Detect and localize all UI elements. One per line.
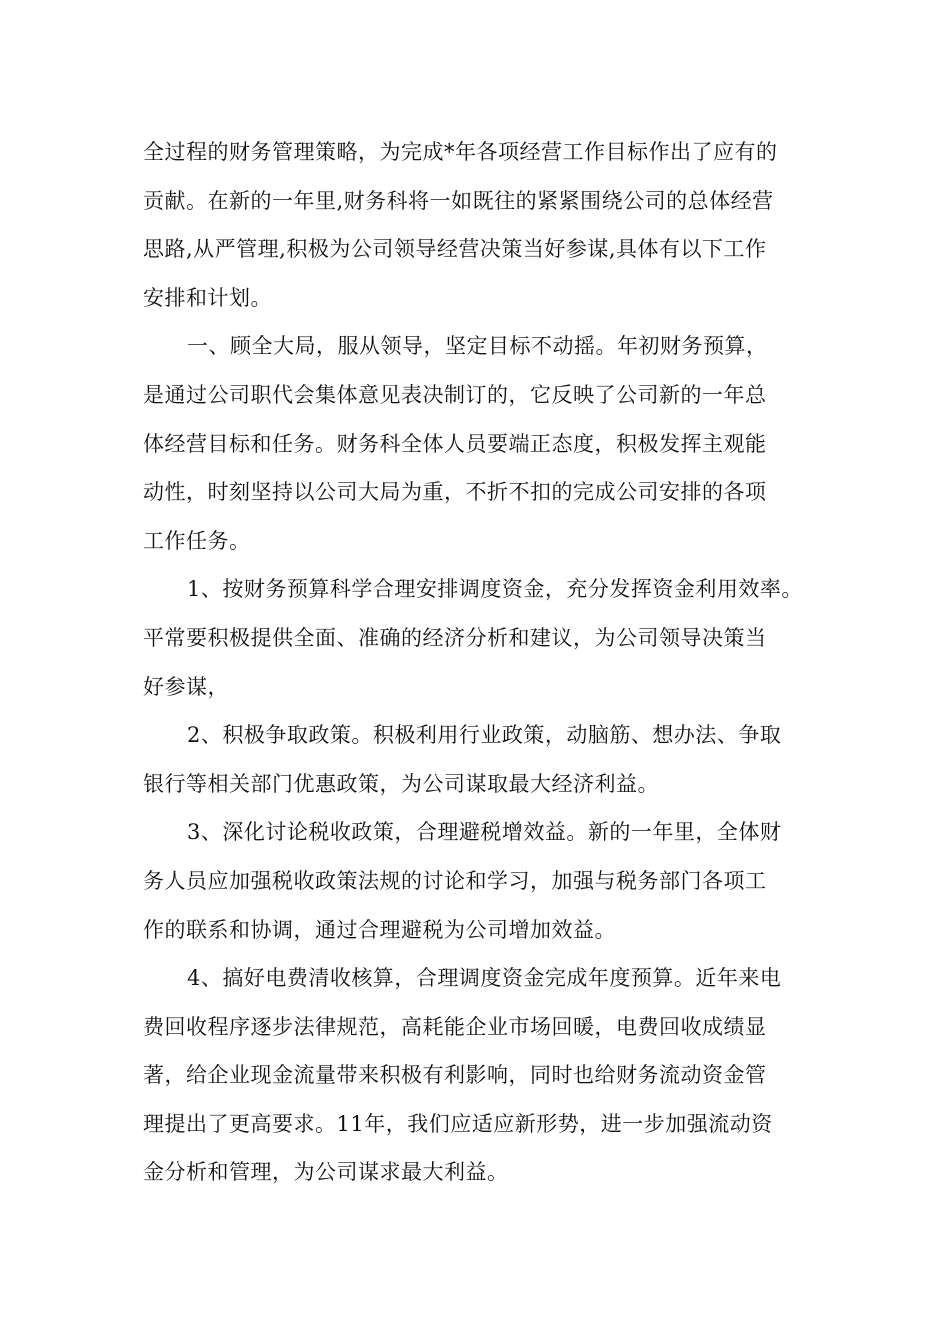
text-line: 思路,从严管理,积极为公司领导经营决策当好参谋,具体有以下工作 — [143, 237, 767, 262]
document-body — [143, 128, 813, 1197]
text-line: 理提出了更高要求。11年，我们应适应新形势，进一步加强流动资 — [143, 1111, 773, 1136]
text-line: 务人员应加强税收政策法规的讨论和学习，加强与税务部门各项工 — [143, 868, 767, 893]
text-line: 全过程的财务管理策略，为完成*年各项经营工作目标作出了应有的 — [143, 140, 778, 164]
text-line: 好参谋， — [143, 674, 229, 699]
section-heading-line: 一、顾全大局，服从领导，坚定目标不动摇。年初财务预算， — [187, 334, 768, 359]
text-line: 安排和计划。 — [143, 285, 272, 310]
text-line: 金分析和管理，为公司谋求最大利益。 — [143, 1160, 509, 1185]
text-line: 工作任务。 — [143, 528, 251, 553]
text-line: 著，给企业现金流量带来积极有利影响，同时也给财务流动资金管 — [143, 1063, 767, 1088]
text-line: 平常要积极提供全面、准确的经济分析和建议，为公司领导决策当 — [143, 625, 767, 650]
item-3-line: 3、深化讨论税收政策，合理避税增效益。新的一年里，全体财 — [187, 820, 782, 845]
text-line: 费回收程序逐步法律规范，高耗能企业市场回暖，电费回收成绩显 — [143, 1014, 767, 1039]
text-line: 是通过公司职代会集体意见表决制订的，它反映了公司新的一年总 — [143, 382, 767, 407]
text-line: 作的联系和协调，通过合理避税为公司增加效益。 — [143, 917, 616, 942]
text-line: 体经营目标和任务。财务科全体人员要端正态度，积极发挥主观能 — [143, 431, 767, 456]
text-line: 动性，时刻坚持以公司大局为重，不折不扣的完成公司安排的各项 — [143, 480, 767, 505]
text-line: 银行等相关部门优惠政策，为公司谋取最大经济利益。 — [143, 771, 659, 796]
item-1-line: 1、按财务预算科学合理安排调度资金，充分发挥资金利用效率。 — [187, 577, 803, 602]
item-2-line: 2、积极争取政策。积极利用行业政策，动脑筋、想办法、争取 — [187, 723, 782, 748]
item-4-line: 4、搞好电费清收核算，合理调度资金完成年度预算。近年来电 — [187, 966, 782, 991]
text-line: 贡献。在新的一年里,财务科将一如既往的紧紧围绕公司的总体经营 — [143, 188, 774, 213]
